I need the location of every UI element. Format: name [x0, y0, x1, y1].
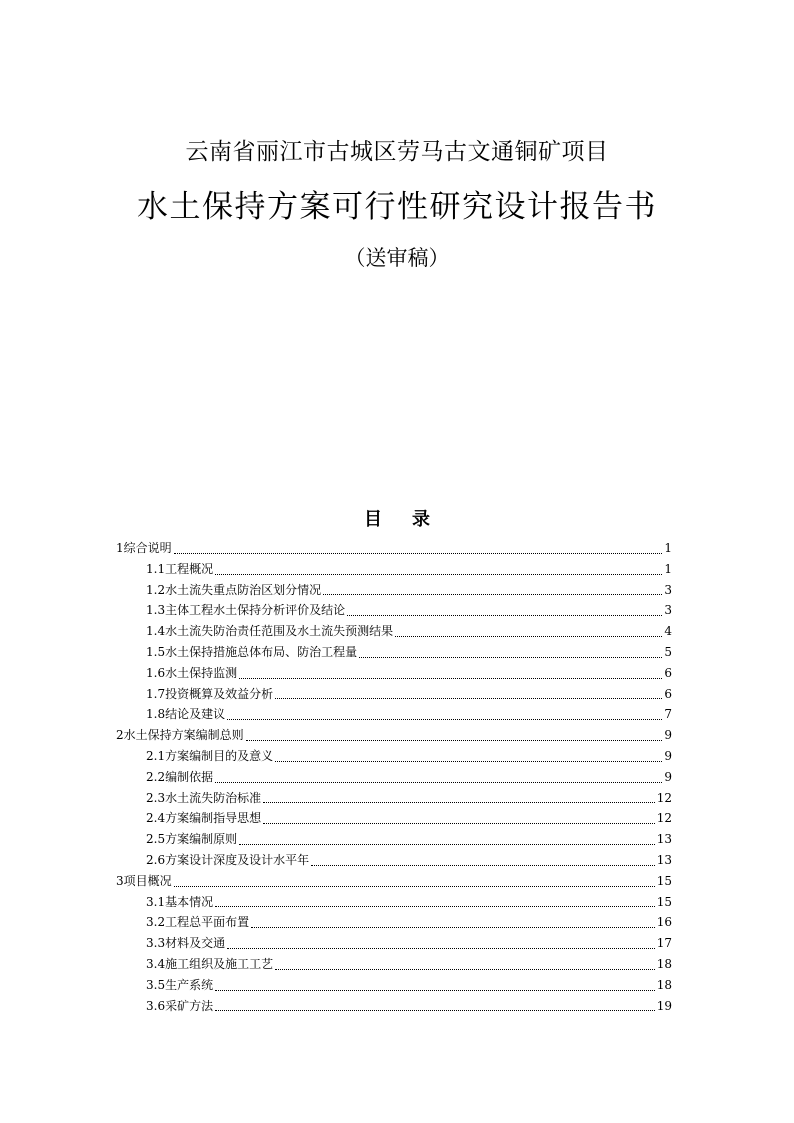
toc-leader-dots [174, 553, 663, 554]
toc-leader-dots [359, 657, 662, 658]
toc-entry[interactable] [116, 580, 672, 601]
toc-leader-dots [215, 990, 655, 991]
toc-entry[interactable] [116, 725, 672, 746]
document-title-line2: 水土保持方案可行性研究设计报告书 [137, 189, 657, 225]
toc-entry-page: 12 [656, 811, 672, 826]
toc-leader-dots [263, 802, 655, 803]
toc-leader-dots [323, 594, 662, 595]
toc-entry[interactable] [116, 704, 672, 725]
toc-entry-label: 1.8结论及建议 [146, 707, 226, 722]
toc-entry[interactable] [116, 559, 672, 580]
toc-leader-dots [311, 865, 655, 866]
toc-heading: 目录 [364, 509, 460, 530]
toc-entry-label: 3.5生产系统 [146, 977, 214, 992]
toc-leader-dots [227, 719, 662, 720]
toc-leader-dots [275, 969, 655, 970]
toc-leader-dots [215, 574, 662, 575]
toc-entry-label: 3.1基本情况 [146, 894, 214, 909]
toc-entry-label: 2.2编制依据 [146, 769, 214, 784]
toc-entry[interactable] [116, 788, 672, 809]
toc-entry-label: 1.5水土保持措施总体布局、防治工程量 [146, 644, 358, 659]
document-title-line1: 云南省丽江市古城区劳马古文通铜矿项目 [185, 139, 609, 165]
document-subtitle: （送审稿） [344, 246, 450, 270]
toc-entry-page: 9 [664, 728, 672, 743]
toc-entry-page: 6 [664, 686, 672, 701]
toc-entry-page: 7 [664, 707, 672, 722]
toc-entry[interactable] [116, 954, 672, 975]
toc-entry-label: 1.4水土流失防治责任范围及水土流失预测结果 [146, 624, 394, 639]
toc-entry-label: 3.3材料及交通 [146, 936, 226, 951]
toc-entry-page: 18 [656, 977, 672, 992]
toc-entry-page: 3 [664, 603, 672, 618]
toc-leader-dots [174, 886, 655, 887]
toc-leader-dots [246, 740, 663, 741]
toc-entry[interactable] [116, 767, 672, 788]
toc-entry-page: 1 [664, 561, 672, 576]
toc-entry-label: 2.5方案编制原则 [146, 832, 238, 847]
toc-entry[interactable] [116, 621, 672, 642]
toc-entry[interactable] [116, 850, 672, 871]
toc-entry[interactable] [116, 996, 672, 1017]
toc-entry[interactable] [116, 871, 672, 892]
toc-leader-dots [239, 844, 655, 845]
toc-entry-page: 9 [664, 748, 672, 763]
toc-entry-page: 9 [664, 769, 672, 784]
toc-entry[interactable] [116, 600, 672, 621]
toc-entry-label: 3项目概况 [116, 873, 172, 888]
toc-leader-dots [215, 906, 655, 907]
toc-entry-label: 2.3水土流失防治标准 [146, 790, 262, 805]
toc-entry-label: 1.7投资概算及效益分析 [146, 686, 274, 701]
toc-entry-page: 5 [664, 644, 672, 659]
toc-entry-label: 1.6水土保持监测 [146, 665, 238, 680]
toc-entry[interactable] [116, 746, 672, 767]
toc-entry-page: 16 [656, 915, 672, 930]
toc-entry-page: 17 [656, 936, 672, 951]
toc-leader-dots [239, 678, 662, 679]
toc-leader-dots [215, 1010, 655, 1011]
toc-entry-page: 19 [656, 998, 672, 1013]
toc-entry-label: 1.2水土流失重点防治区划分情况 [146, 582, 322, 597]
toc-entry-label: 2.4方案编制指导思想 [146, 811, 262, 826]
toc-entry-page: 3 [664, 582, 672, 597]
toc-entry-page: 1 [664, 541, 672, 555]
toc-entry[interactable] [116, 975, 672, 996]
toc-entry-label: 2水土保持方案编制总则 [116, 728, 244, 743]
toc-entry-page: 15 [656, 894, 672, 909]
toc-entry-label: 3.2工程总平面布置 [146, 915, 250, 930]
toc-leader-dots [275, 761, 662, 762]
table-of-contents [116, 538, 672, 1016]
toc-entry[interactable] [116, 829, 672, 850]
toc-entry-page: 13 [656, 832, 672, 847]
toc-entry-label: 1.1工程概况 [146, 561, 214, 576]
toc-leader-dots [263, 823, 655, 824]
toc-entry-label: 3.4施工组织及施工工艺 [146, 956, 274, 971]
toc-entry[interactable] [116, 808, 672, 829]
toc-entry[interactable] [116, 912, 672, 933]
toc-entry-label: 3.6采矿方法 [146, 998, 214, 1013]
toc-entry[interactable] [116, 892, 672, 913]
toc-entry-label: 1综合说明 [116, 541, 172, 555]
toc-entry[interactable] [116, 538, 672, 559]
toc-entry-page: 18 [656, 956, 672, 971]
toc-entry-label: 1.3主体工程水土保持分析评价及结论 [146, 603, 346, 618]
toc-entry-page: 6 [664, 665, 672, 680]
toc-entry-page: 12 [656, 790, 672, 805]
toc-leader-dots [215, 782, 662, 783]
toc-leader-dots [395, 636, 662, 637]
toc-entry-page: 13 [656, 852, 672, 867]
toc-entry-label: 2.1方案编制目的及意义 [146, 748, 274, 763]
toc-entry-page: 15 [656, 873, 672, 888]
toc-entry-page: 4 [664, 624, 672, 639]
toc-leader-dots [227, 948, 655, 949]
toc-entry-label: 2.6方案设计深度及设计水平年 [146, 852, 310, 867]
toc-leader-dots [347, 615, 662, 616]
toc-entry[interactable] [116, 663, 672, 684]
toc-entry[interactable] [116, 933, 672, 954]
toc-entry[interactable] [116, 642, 672, 663]
toc-entry[interactable] [116, 684, 672, 705]
toc-leader-dots [251, 927, 655, 928]
toc-leader-dots [275, 698, 662, 699]
